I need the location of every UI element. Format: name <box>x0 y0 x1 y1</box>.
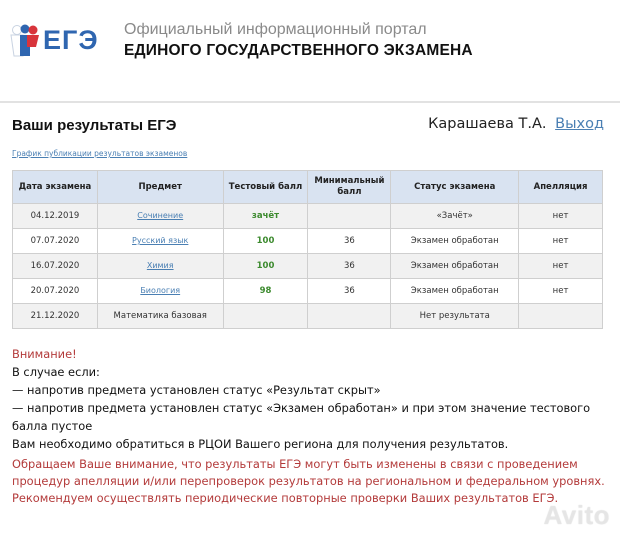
notice-line: — напротив предмета установлен статус «Результат скрыт» <box>12 383 381 397</box>
cell-min-score: 36 <box>308 229 391 254</box>
cell-appeal: нет <box>519 279 603 304</box>
table-row <box>13 254 603 279</box>
people-logo-icon <box>10 23 40 57</box>
cell-score: зачёт <box>223 204 308 229</box>
notice-line: В случае если: <box>12 365 100 379</box>
cell-score <box>223 304 308 329</box>
subject-link[interactable]: Химия <box>146 261 174 270</box>
results-notice <box>12 345 612 453</box>
page-title: Ваши результаты ЕГЭ <box>12 117 177 134</box>
cell-date: 04.12.2019 <box>13 204 98 229</box>
header-min-score: Минимальный балл <box>308 171 391 204</box>
cell-subject <box>97 229 223 254</box>
cell-date: 07.07.2020 <box>13 229 98 254</box>
notice-line: Вам необходимо обратиться в РЦОИ Вашего региона для получения результатов. <box>12 437 509 451</box>
cell-appeal: нет <box>519 254 603 279</box>
header-date: Дата экзамена <box>13 171 98 204</box>
cell-date: 21.12.2020 <box>13 304 98 329</box>
portal-title: ЕДИНОГО ГОСУДАРСТВЕННОГО ЭКЗАМЕНА <box>124 42 473 59</box>
cell-subject <box>97 279 223 304</box>
results-table <box>12 170 603 329</box>
results-change-notice: Обращаем Ваше внимание, что результаты ЕГЭ могут быть изменены в связи с проведением процедур апелляции и/или перепроверок результатов на региональном и федеральном уровнях. Рекомендуем осуществлять периодические повторные проверки Ваших результатов ЕГЭ. <box>12 457 605 505</box>
notice-line: — напротив предмета установлен статус «Экзамен обработан» и при этом значение тестового балла пустое <box>12 401 591 433</box>
user-name: Карашаева Т.А. <box>428 116 547 132</box>
cell-status: Экзамен обработан <box>391 229 519 254</box>
user-box <box>428 116 604 132</box>
cell-subject <box>97 254 223 279</box>
header-status: Статус экзамена <box>391 171 519 204</box>
logout-link[interactable]: Выход <box>555 116 604 132</box>
cell-appeal: нет <box>519 204 603 229</box>
ege-logo[interactable] <box>10 22 102 58</box>
notice-warning: Внимание! <box>12 347 77 361</box>
cell-score: 100 <box>223 254 308 279</box>
cell-subject <box>97 204 223 229</box>
table-header-row <box>13 171 603 204</box>
subject-link[interactable]: Биология <box>140 286 181 295</box>
header-test-score: Тестовый балл <box>223 171 308 204</box>
cell-date: 20.07.2020 <box>13 279 98 304</box>
cell-min-score <box>308 304 391 329</box>
cell-status: Экзамен обработан <box>391 254 519 279</box>
header-divider <box>0 101 620 103</box>
cell-appeal: нет <box>519 229 603 254</box>
subject-link[interactable]: Сочинение <box>137 211 184 220</box>
cell-date: 16.07.2020 <box>13 254 98 279</box>
cell-score: 100 <box>223 229 308 254</box>
table-row <box>13 229 603 254</box>
cell-min-score <box>308 204 391 229</box>
cell-subject: Математика базовая <box>97 304 223 329</box>
header-appeal: Апелляция <box>519 171 603 204</box>
header-subject: Предмет <box>97 171 223 204</box>
table-row <box>13 279 603 304</box>
portal-subtitle: Официальный информационный портал <box>124 21 427 38</box>
cell-min-score: 36 <box>308 279 391 304</box>
logo-text: ЕГЭ <box>43 25 99 55</box>
cell-status: Экзамен обработан <box>391 279 519 304</box>
cell-score: 98 <box>223 279 308 304</box>
table-row <box>13 204 603 229</box>
results-schedule-link[interactable]: График публикации результатов экзаменов <box>12 149 188 158</box>
cell-status: «Зачёт» <box>391 204 519 229</box>
avito-watermark: Avito <box>543 500 610 530</box>
cell-min-score: 36 <box>308 254 391 279</box>
cell-status: Нет результата <box>391 304 519 329</box>
cell-appeal <box>519 304 603 329</box>
table-row <box>13 304 603 329</box>
site-header <box>0 0 620 96</box>
subject-link[interactable]: Русский язык <box>132 236 189 245</box>
